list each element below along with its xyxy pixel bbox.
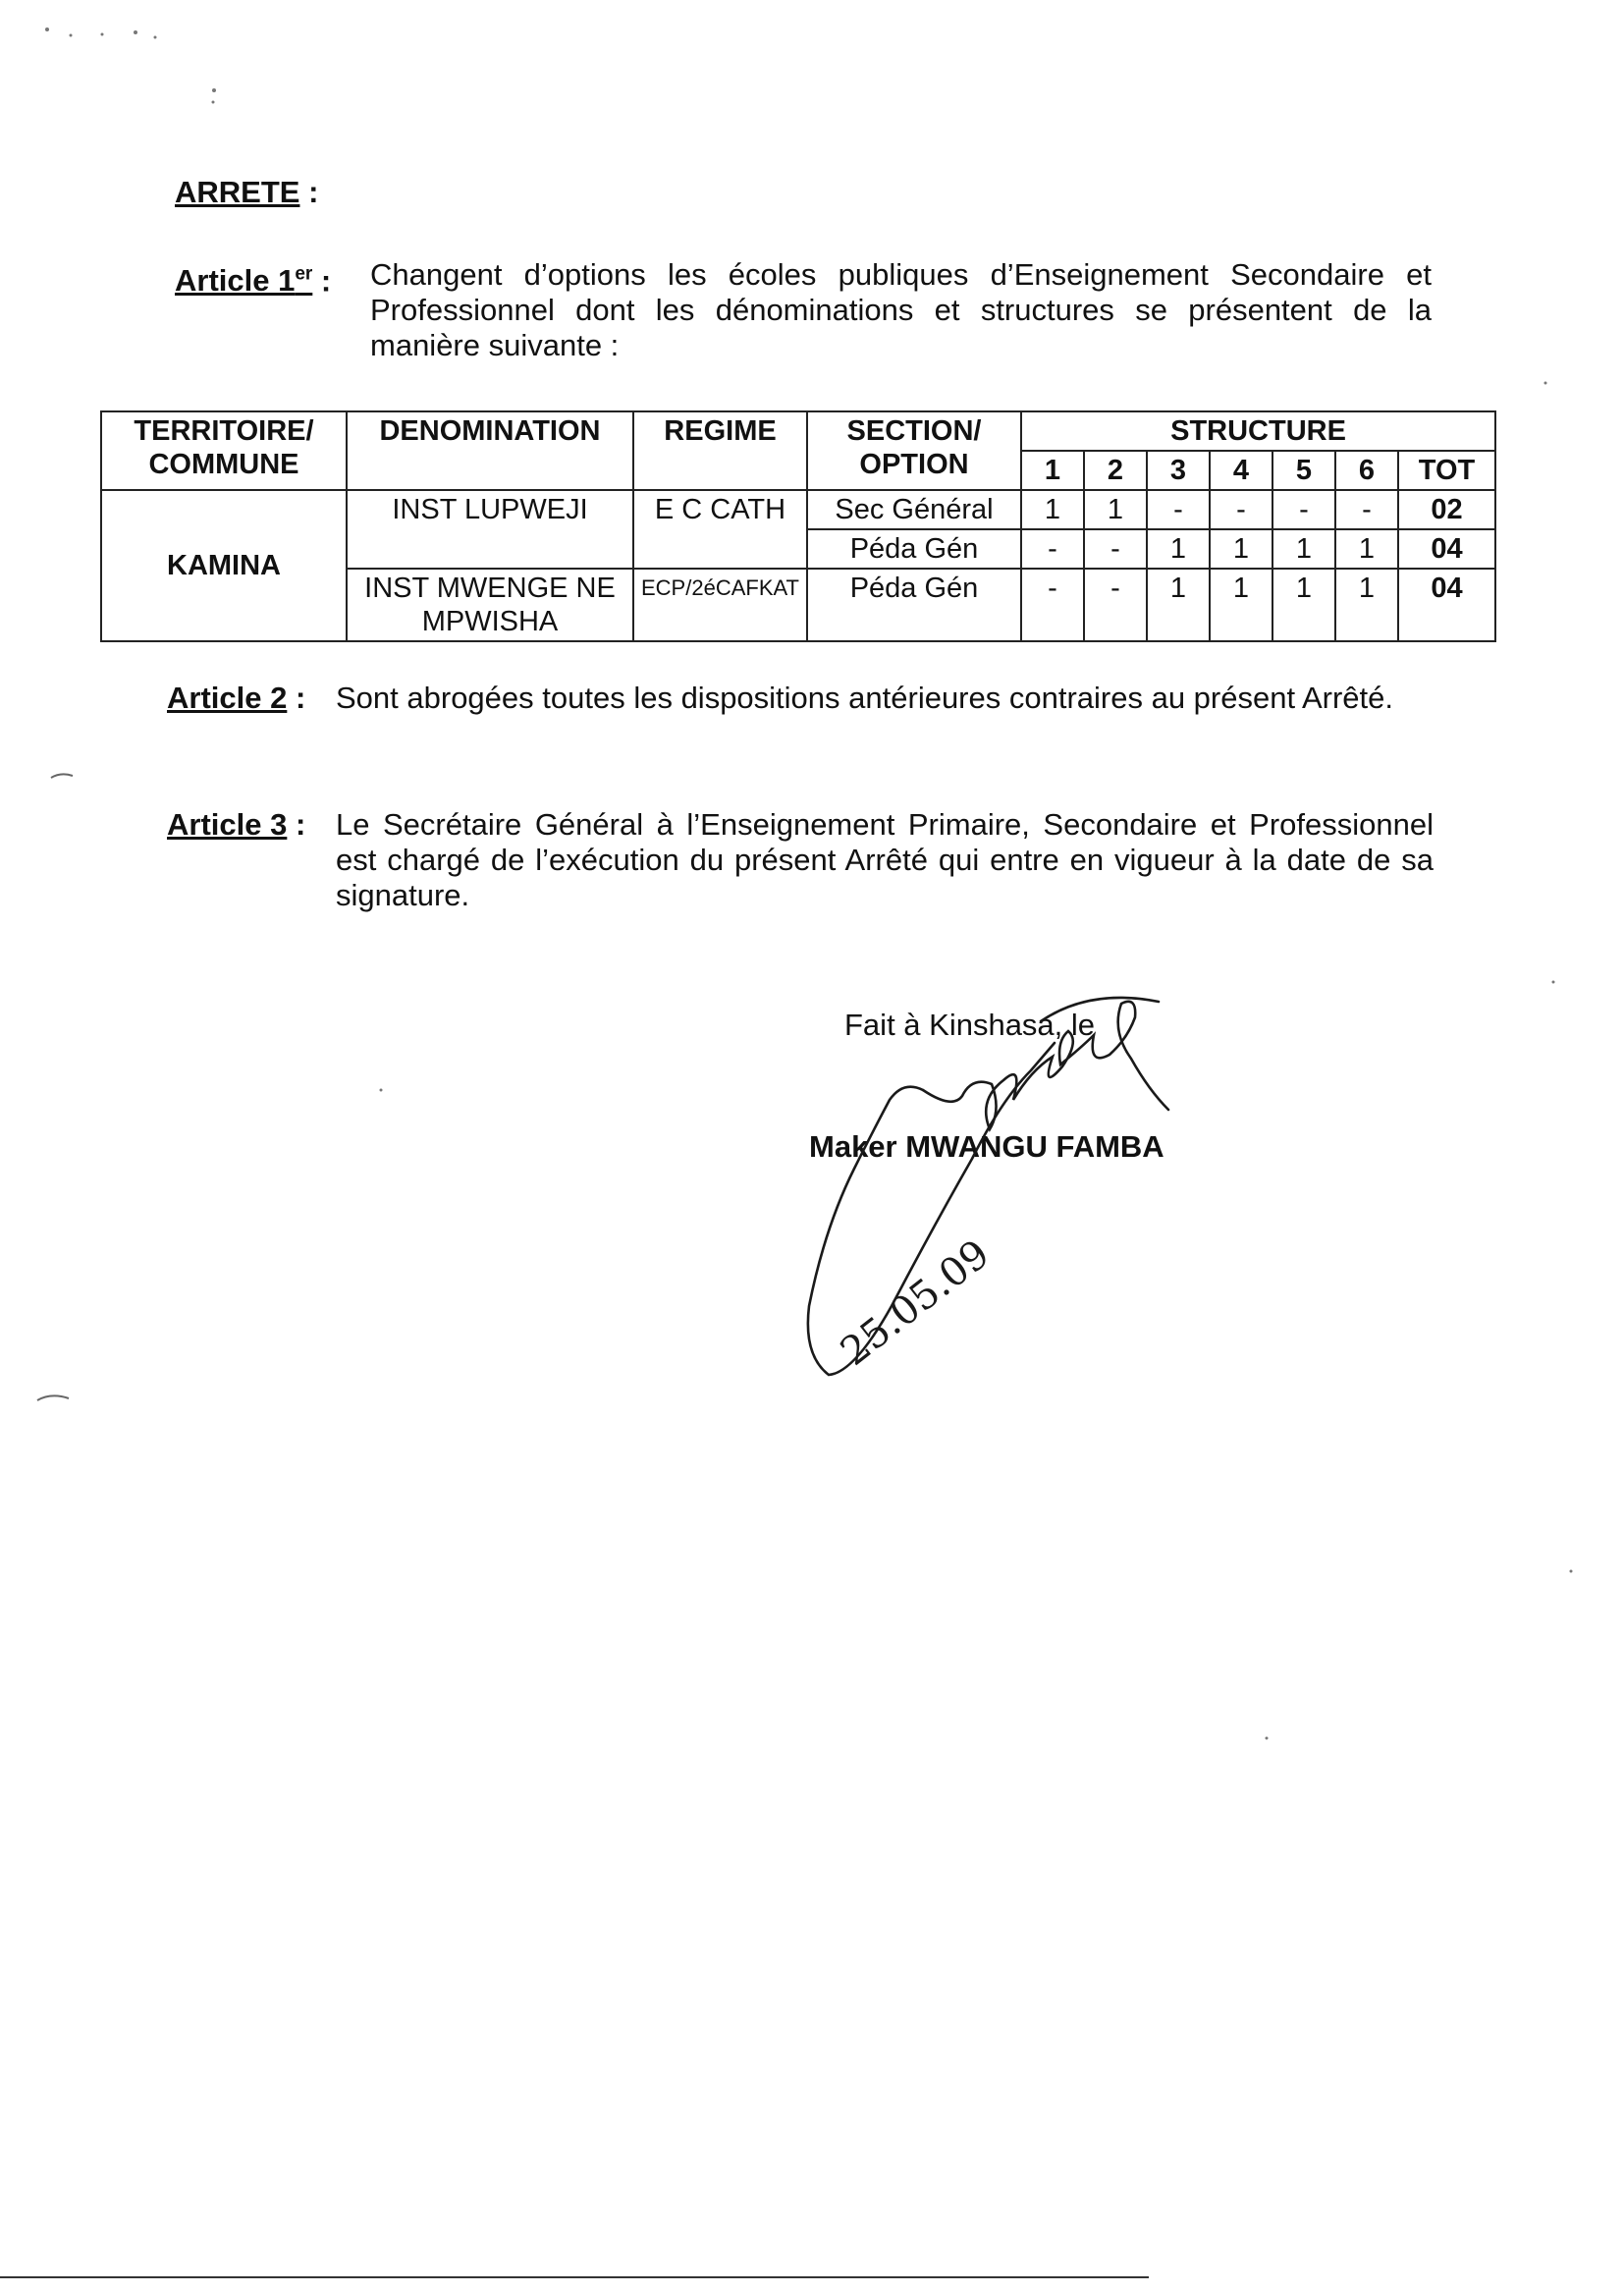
cell-value: 1 [1147, 529, 1210, 569]
cell-value: - [1021, 569, 1084, 641]
header-col-5: 5 [1272, 451, 1335, 490]
article-2-label [167, 681, 305, 716]
header-col-1: 1 [1021, 451, 1084, 490]
header-col-tot: TOT [1398, 451, 1495, 490]
cell-denomination: INST MWENGE NE MPWISHA [347, 569, 633, 641]
signature-block [795, 982, 1384, 1394]
cell-value: 1 [1272, 569, 1335, 641]
article-1-colon: : [312, 263, 332, 299]
table-row [101, 490, 1495, 529]
cell-denomination: INST LUPWEJI [347, 490, 633, 569]
page-bottom-rule [0, 2276, 1149, 2278]
header-col-4: 4 [1210, 451, 1272, 490]
cell-section: Sec Général [807, 490, 1021, 529]
cell-value: - [1335, 490, 1398, 529]
header-structure: STRUCTURE [1021, 411, 1495, 451]
cell-value: - [1084, 569, 1147, 641]
header-section: SECTION/ OPTION [807, 411, 1021, 490]
cell-total: 04 [1398, 529, 1495, 569]
heading-title: ARRETE [175, 175, 300, 209]
cell-total: 04 [1398, 569, 1495, 641]
header-col-3: 3 [1147, 451, 1210, 490]
article-3 [167, 807, 1434, 925]
article-2 [167, 681, 1434, 759]
cell-value: - [1147, 490, 1210, 529]
cell-regime: ECP/2éCAFKAT [633, 569, 807, 641]
cell-value: 1 [1335, 529, 1398, 569]
heading-colon: : [299, 175, 319, 209]
article-1 [175, 257, 1432, 375]
article-3-label [167, 807, 305, 843]
cell-regime: E C CATH [633, 490, 807, 569]
article-2-colon: : [287, 681, 306, 715]
cell-section: Péda Gén [807, 529, 1021, 569]
cell-total: 02 [1398, 490, 1495, 529]
handwritten-signature [795, 982, 1384, 1394]
cell-value: 1 [1335, 569, 1398, 641]
cell-value: - [1021, 529, 1084, 569]
structure-table [100, 410, 1496, 642]
article-1-sup: er [295, 264, 313, 285]
header-denomination: DENOMINATION [347, 411, 633, 490]
cell-value: 1 [1272, 529, 1335, 569]
cell-value: - [1210, 490, 1272, 529]
article-3-title: Article 3 [167, 807, 288, 842]
article-1-title: Article 1 [175, 263, 296, 299]
header-regime: REGIME [633, 411, 807, 490]
cell-value: 1 [1084, 490, 1147, 529]
cell-value: 1 [1147, 569, 1210, 641]
article-2-text: Sont abrogées toutes les dispositions antérieures contraires au présent Arrêté. [336, 681, 1394, 715]
cell-value: 1 [1021, 490, 1084, 529]
cell-value: 1 [1210, 529, 1272, 569]
cell-value: 1 [1210, 569, 1272, 641]
article-1-label [175, 257, 331, 299]
article-2-title: Article 2 [167, 681, 288, 715]
article-1-text: Changent d’options les écoles publiques d’Enseignement Secondaire et Professionnel dont les dénominations et structures se présentent de la manière suivante : [370, 257, 1432, 362]
header-col-6: 6 [1335, 451, 1398, 490]
decree-heading [175, 175, 318, 210]
cell-section: Péda Gén [807, 569, 1021, 641]
signature-date: 25.05.09 [832, 1230, 999, 1375]
article-3-text: Le Secrétaire Général à l’Enseignement Primaire, Secondaire et Professionnel est chargé de l’exécution du présent Arrêté qui entre en vigueur à la date de sa signature. [336, 807, 1434, 912]
article-3-colon: : [287, 807, 306, 842]
cell-value: - [1272, 490, 1335, 529]
cell-territoire: KAMINA [101, 490, 347, 641]
cell-value: - [1084, 529, 1147, 569]
signer-name: Maker MWANGU FAMBA [809, 1129, 1164, 1164]
header-territoire: TERRITOIRE/ COMMUNE [101, 411, 347, 490]
header-col-2: 2 [1084, 451, 1147, 490]
place-date-line: Fait à Kinshasa, le [844, 1008, 1096, 1042]
